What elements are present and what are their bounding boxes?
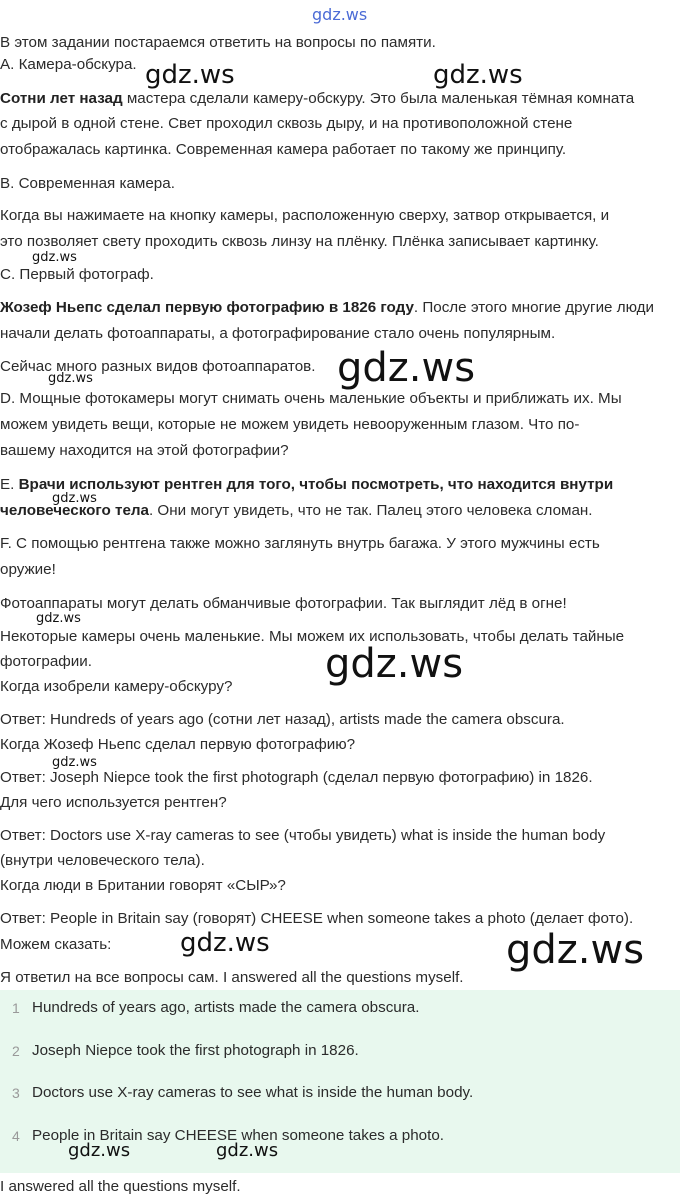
text: мастера сделали камеру-обскуру. Это была маленькая тёмная комната	[122, 90, 635, 107]
text-line: вашему находится на этой фотографии?	[0, 442, 289, 459]
text-line: Когда люди в Британии говорят «СЫР»?	[0, 877, 286, 894]
text-line: это позволяет свету проходить сквозь линзу на плёнку. Плёнка записывает картинку.	[0, 233, 599, 250]
item-text: Hundreds of years ago, artists made the camera obscura.	[32, 999, 420, 1016]
watermark: gdz.ws	[216, 1140, 279, 1161]
item-text: Joseph Niepce took the first photograph in 1826.	[32, 1042, 359, 1059]
text: E.	[0, 476, 19, 493]
text-line: Фотоаппараты могут делать обманчивые фотографии. Так выглядит лёд в огне!	[0, 595, 567, 612]
bold-text: Сотни лет назад	[0, 90, 123, 107]
text-line: В. Современная камера.	[0, 175, 175, 192]
item-text: Doctors use X-ray cameras to see what is inside the human body.	[32, 1084, 474, 1101]
item-text: People in Britain say CHEESE when someone takes a photo.	[32, 1127, 444, 1144]
text-line: отображалась картинка. Современная камера работает по такому же принципу.	[0, 141, 567, 158]
text-line	[0, 472, 680, 498]
text-line: (внутри человеческого тела).	[0, 852, 205, 869]
watermark: gdz.ws	[180, 928, 270, 958]
watermark: gdz.ws	[52, 755, 97, 770]
watermark: gdz.ws	[36, 611, 81, 626]
text-line: с дырой в одной стене. Свет проходил сквозь дыру, и на противоположной стене	[0, 115, 573, 132]
text-line: Ответ: Doctors use X-ray cameras to see (чтобы увидеть) what is inside the human body	[0, 827, 606, 844]
text-line: Некоторые камеры очень маленькие. Мы можем их использовать, чтобы делать тайные	[0, 628, 625, 645]
text-line	[0, 86, 680, 112]
text-line: Я ответил на все вопросы сам. I answered all the questions myself.	[0, 969, 464, 986]
text-line: фотографии.	[0, 653, 92, 670]
watermark: gdz.ws	[325, 641, 464, 687]
watermark: gdz.ws	[52, 491, 97, 506]
text-line: Для чего используется рентген?	[0, 794, 227, 811]
text-line	[0, 498, 680, 524]
watermark: gdz.ws	[506, 927, 645, 973]
item-number: 4	[12, 1128, 20, 1144]
text-line: Ответ: Hundreds of years ago (сотни лет назад), artists made the camera obscura.	[0, 711, 565, 728]
list-item	[0, 1080, 680, 1106]
text-line: В этом задании постараемся ответить на вопросы по памяти.	[0, 34, 436, 51]
watermark: gdz.ws	[32, 250, 77, 265]
text-line: Когда изобрели камеру-обскуру?	[0, 678, 233, 695]
item-number: 3	[12, 1085, 20, 1101]
item-number: 2	[12, 1043, 20, 1059]
watermark: gdz.ws	[145, 60, 235, 90]
text-line: D. Мощные фотокамеры могут снимать очень маленькие объекты и приближать их. Мы	[0, 390, 622, 407]
watermark: gdz.ws	[337, 345, 476, 391]
text-line: Ответ: People in Britain say (говорят) CHEESE when someone takes a photo (делает фото).	[0, 910, 634, 927]
bold-text: Врачи используют рентген для того, чтобы посмотреть, что находится внутри	[18, 476, 614, 493]
text-line: F. С помощью рентгена также можно заглянуть внутрь багажа. У этого мужчины есть	[0, 535, 600, 552]
bold-text: человеческого тела	[0, 502, 149, 519]
text-line: Когда вы нажимаете на кнопку камеры, расположенную сверху, затвор открывается, и	[0, 207, 610, 224]
text-line: Можем сказать:	[0, 936, 112, 953]
text-line	[0, 295, 680, 321]
text-line: оружие!	[0, 561, 56, 578]
item-number: 1	[12, 1000, 20, 1016]
text-line: Ответ: Joseph Niepce took the first photograph (сделал первую фотографию) in 1826.	[0, 769, 593, 786]
list-item	[0, 995, 680, 1021]
list-item	[0, 1038, 680, 1064]
text-line: С. Первый фотограф.	[0, 266, 154, 283]
text-line: начали делать фотоаппараты, а фотографирование стало очень популярным.	[0, 325, 556, 342]
text: . Они могут увидеть, что не так. Палец этого человека сломан.	[148, 502, 593, 519]
text-line: I answered all the questions myself.	[0, 1178, 241, 1195]
bold-text: Жозеф Ньепс сделал первую фотографию в 1826 году	[0, 299, 414, 316]
watermark: gdz.ws	[433, 60, 523, 90]
watermark: gdz.ws	[68, 1140, 131, 1161]
watermark: gdz.ws	[312, 5, 368, 24]
watermark: gdz.ws	[48, 371, 93, 386]
text-line: можем увидеть вещи, которые не можем увидеть невооруженным глазом. Что по-	[0, 416, 580, 433]
text: . После этого многие другие люди	[413, 299, 654, 316]
text-line: Когда Жозеф Ньепс сделал первую фотографию?	[0, 736, 356, 753]
text-line: А. Камера-обскура.	[0, 56, 137, 73]
text-line: Сейчас много разных видов фотоаппаратов.	[0, 358, 316, 375]
